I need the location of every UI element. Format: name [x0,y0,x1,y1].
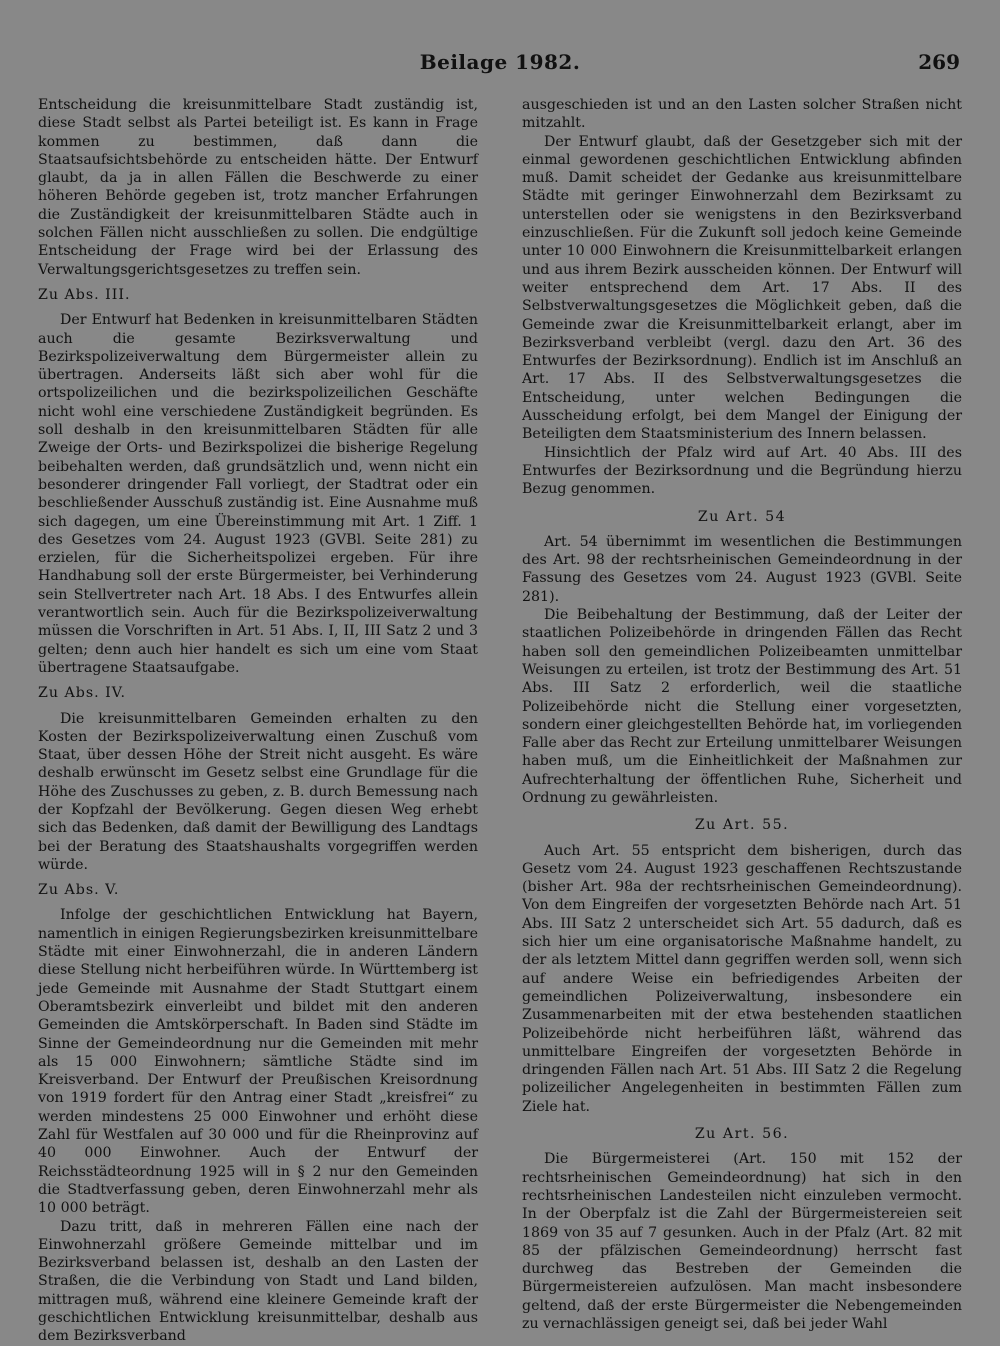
page-title: Beilage 1982. [419,50,581,74]
section-heading: Zu Art. 56. [694,1126,790,1143]
paragraph: Die kreisunmittelbaren Gemeinden erhalten zu den Kosten der Bezirkspolizeiverwaltung einen Zuschuß vom Staat, über dessen Höhe der Streit nicht ausgeht. Es wäre deshalb erwünscht im Gesetz selbst eine Grundlage für die Höhe des Zuschusses zu geben, z. B. durch Bemessung nach der Kopfzahl der Bevölkerung. Gegen diesen Weg erhebt sich das Bedenken, daß damit der Bewilligung des Landtags bei der Beratung des Staatshaushalts vorgegriffen werden würde. [38,710,478,873]
section-heading: Zu Art. 55. [694,817,790,834]
paragraph: Hinsichtlich der Pfalz wird auf Art. 40 Abs. III des Entwurfes der Bezirksordnung und die Begründung hierzu Bezug genommen. [522,444,962,498]
section-heading: Zu Abs. IV. [38,685,127,702]
paragraph: ausgeschieden ist und an den Lasten solcher Straßen nicht mitzahlt. [522,97,962,132]
section-heading: Zu Art. 54 [697,508,787,525]
paragraph: Dazu tritt, daß in mehreren Fällen eine nach der Einwohnerzahl größere Gemeinde mittelbar und im Bezirksverband belassen ist, deshalb an den Lasten der Straßen, die die Verbindung von Stadt und Land bilden, mittragen muß, während eine kleinere Gemeinde kraft der geschichtlichen Entwicklung kreisunmittelbar, deshalb aus dem Bezirksverband [38,1218,478,1345]
paragraph: Der Entwurf hat Bedenken in kreisunmittelbaren Städten auch die gesamte Bezirksverwaltung und Bezirkspolizeiverwaltung dem Bürgermeister allein zu übertragen. Anderseits läßt sich aber wohl für die ortspolizeilichen und die bezirkspolizeilichen Geschäfte nicht wohl eine verschiedene Zuständigkeit begründen. Es soll deshalb in den kreisunmittelbaren Städten für alle Zweige der Orts- und Bezirkspolizei die bisherige Regelung beibehalten werden, daß grundsätzlich und, wenn nicht ein besonderer dringender Fall vorliegt, der Stadtrat oder ein beschließender Ausschuß zuständig ist. Eine Ausnahme muß sich dagegen, um eine Übereinstimmung mit Art. 1 Ziff. 1 des Gesetzes vom 24. August 1923 (GVBl. Seite 281) zu erzielen, für die Sicherheitspolizei ergeben. Für ihre Handhabung soll der erste Bürgermeister, bei Verhinderung sein Stellvertreter nach Art. 18 Abs. I des Entwurfes allein verantwortlich sein. Auch für die Bezirkspolizeiverwaltung müssen die Vorschriften in Art. 51 Abs. I, II, III Satz 2 und 3 gelten; denn auch hier handelt es sich um eine vom Staat übertragene Staatsaufgabe. [38,312,478,676]
left-column [38,96,478,1346]
section-heading: Zu Abs. V. [38,882,120,899]
paragraph: Der Entwurf glaubt, daß der Gesetzgeber sich mit der einmal gewordenen geschichtlichen Entwicklung abfinden muß. Damit scheidet der Gedanke aus kreisunmittelbare Städte mit geringer Einwohnerzahl dem Bezirksamt zu unterstellen oder sie wenigstens in den Bezirksverband einzuschließen. Für die Zukunft soll jedoch keine Gemeinde unter 10 000 Einwohnern die Kreisunmittelbarkeit erlangen und aus ihrem Bezirk ausscheiden können. Der Entwurf will weiter entsprechend dem Art. 17 Abs. II des Selbstverwaltungsgesetzes die Möglichkeit geben, daß die Gemeinde zwar die Kreisunmittelbarkeit erlangt, aber im Bezirksverband verbleibt (vergl. dazu den Art. 36 des Entwurfes der Bezirksordnung). Endlich ist im Anschluß an Art. 17 Abs. II des Selbstverwaltungsgesetzes die Entscheidung, unter welchen Bedingungen die Ausscheidung erfolgt, bei dem Mangel der Einigung der Beteiligten dem Staatsministerium des Innern belassen. [522,133,962,443]
page-number: 269 [918,50,960,74]
paragraph: Entscheidung die kreisunmittelbare Stadt zuständig ist, diese Stadt selbst als Partei beteiligt ist. Es kann in Frage kommen zu bestimmen, daß dann die Staatsaufsichtsbehörde zu entscheiden hätte. Der Entwurf glaubt, da ja in allen Fällen die Beschwerde zu einer höheren Behörde gegeben ist, trotz mancher Erfahrungen die Zuständigkeit der kreisunmittelbaren Städte auch in solchen Fällen nicht ausschließen zu sollen. Die endgültige Entscheidung der Frage wird bei der Erlassung des Verwaltungsgerichtsgesetzes zu treffen sein. [38,97,478,278]
paragraph: Infolge der geschichtlichen Entwicklung hat Bayern, namentlich in einigen Regierungsbezirken kreisunmittelbare Städte mit einer Einwohnerzahl, die in anderen Ländern diese Stellung nicht herbeiführen würde. In Württemberg ist jede Gemeinde mit Ausnahme der Stadt Stuttgart einem Oberamtsbezirk einverleibt und bildet mit den anderen Gemeinden die Amtskörperschaft. In Baden sind Städte im Sinne der Gemeindeordnung nur die Gemeinden mit mehr als 15 000 Einwohnern; sämtliche Städte sind im Kreisverband. Der Entwurf der Preußischen Kreisordnung von 1919 fordert für den Antrag einer Stadt „kreisfrei“ zu werden mindestens 25 000 Einwohner und erhöht diese Zahl für Westfalen auf 30 000 und für die Rheinprovinz auf 40 000 Einwohner. Auch der Entwurf der Reichsstädteordnung 1925 will in § 2 nur den Gemeinden die Stadtverfassung geben, deren Einwohnerzahl mehr als 10 000 beträgt. [38,907,478,1217]
right-column [522,96,962,1333]
section-heading: Zu Abs. III. [38,286,131,303]
page-header [40,50,960,80]
paragraph: Auch Art. 55 entspricht dem bisherigen, durch das Gesetz vom 24. August 1923 geschaffenen Rechtszustande (bisher Art. 98a der rechtsrheinischen Gemeindeordnung). Von dem Eingreifen der vorgesetzten Behörde nach Art. 51 Abs. III Satz 2 unterscheidet sich Art. 55 dadurch, daß es sich hier um eine organisatorische Maßnahme handelt, zu der als letztem Mittel dann gegriffen werden soll, wenn sich auf andere Weise ein befriedigendes Arbeiten der gemeindlichen Polizeiverwaltung, insbesondere ein Zusammenarbeiten mit der etwa bestehenden staatlichen Polizeibehörde nicht herbeiführen läßt, während das unmittelbare Eingreifen der vorgesetzten Behörde in dringenden Fällen nach Art. 51 Abs. III Satz 2 die Regelung polizeilicher Angelegenheiten in bestimmten Fällen zum Ziele hat. [522,842,962,1115]
paragraph: Art. 54 übernimmt im wesentlichen die Bestimmungen des Art. 98 der rechtsrheinischen Gemeindeordnung in der Fassung des Gesetzes vom 24. August 1923 (GVBl. Seite 281). [522,533,962,605]
paragraph: Die Beibehaltung der Bestimmung, daß der Leiter der staatlichen Polizeibehörde in dringenden Fällen das Recht haben soll den gemeindlichen Polizeibeamten unmittelbar Weisungen zu erteilen, ist trotz der Bestimmung des Art. 51 Abs. III Satz 2 erforderlich, weil die staatliche Polizeibehörde nicht die Stellung einer vorgesetzten, sondern einer gleichgestellten Behörde hat, im vorliegenden Falle aber das Recht zur Erteilung unmittelbarer Weisungen haben muß, um die Einheitlichkeit der Maßnahmen zur Aufrechterhaltung der öffentlichen Ruhe, Sicherheit und Ordnung zu gewährleisten. [522,607,962,806]
paragraph: Die Bürgermeisterei (Art. 150 mit 152 der rechtsrheinischen Gemeindeordnung) hat sich in den rechtsrheinischen Landesteilen nicht einzuleben vermocht. In der Oberpfalz ist die Zahl der Bürgermeistereien seit 1869 von 35 auf 7 gesunken. Auch in der Pfalz (Art. 82 mit 85 der pfälzischen Gemeindeordnung) herrscht fast durchweg das Bestreben der Gemeinden die Bürgermeistereien aufzulösen. Man macht insbesondere geltend, daß der erste Bürgermeister die Nebengemeinden zu vernachlässigen geneigt sei, daß bei jeder Wahl [522,1151,962,1332]
